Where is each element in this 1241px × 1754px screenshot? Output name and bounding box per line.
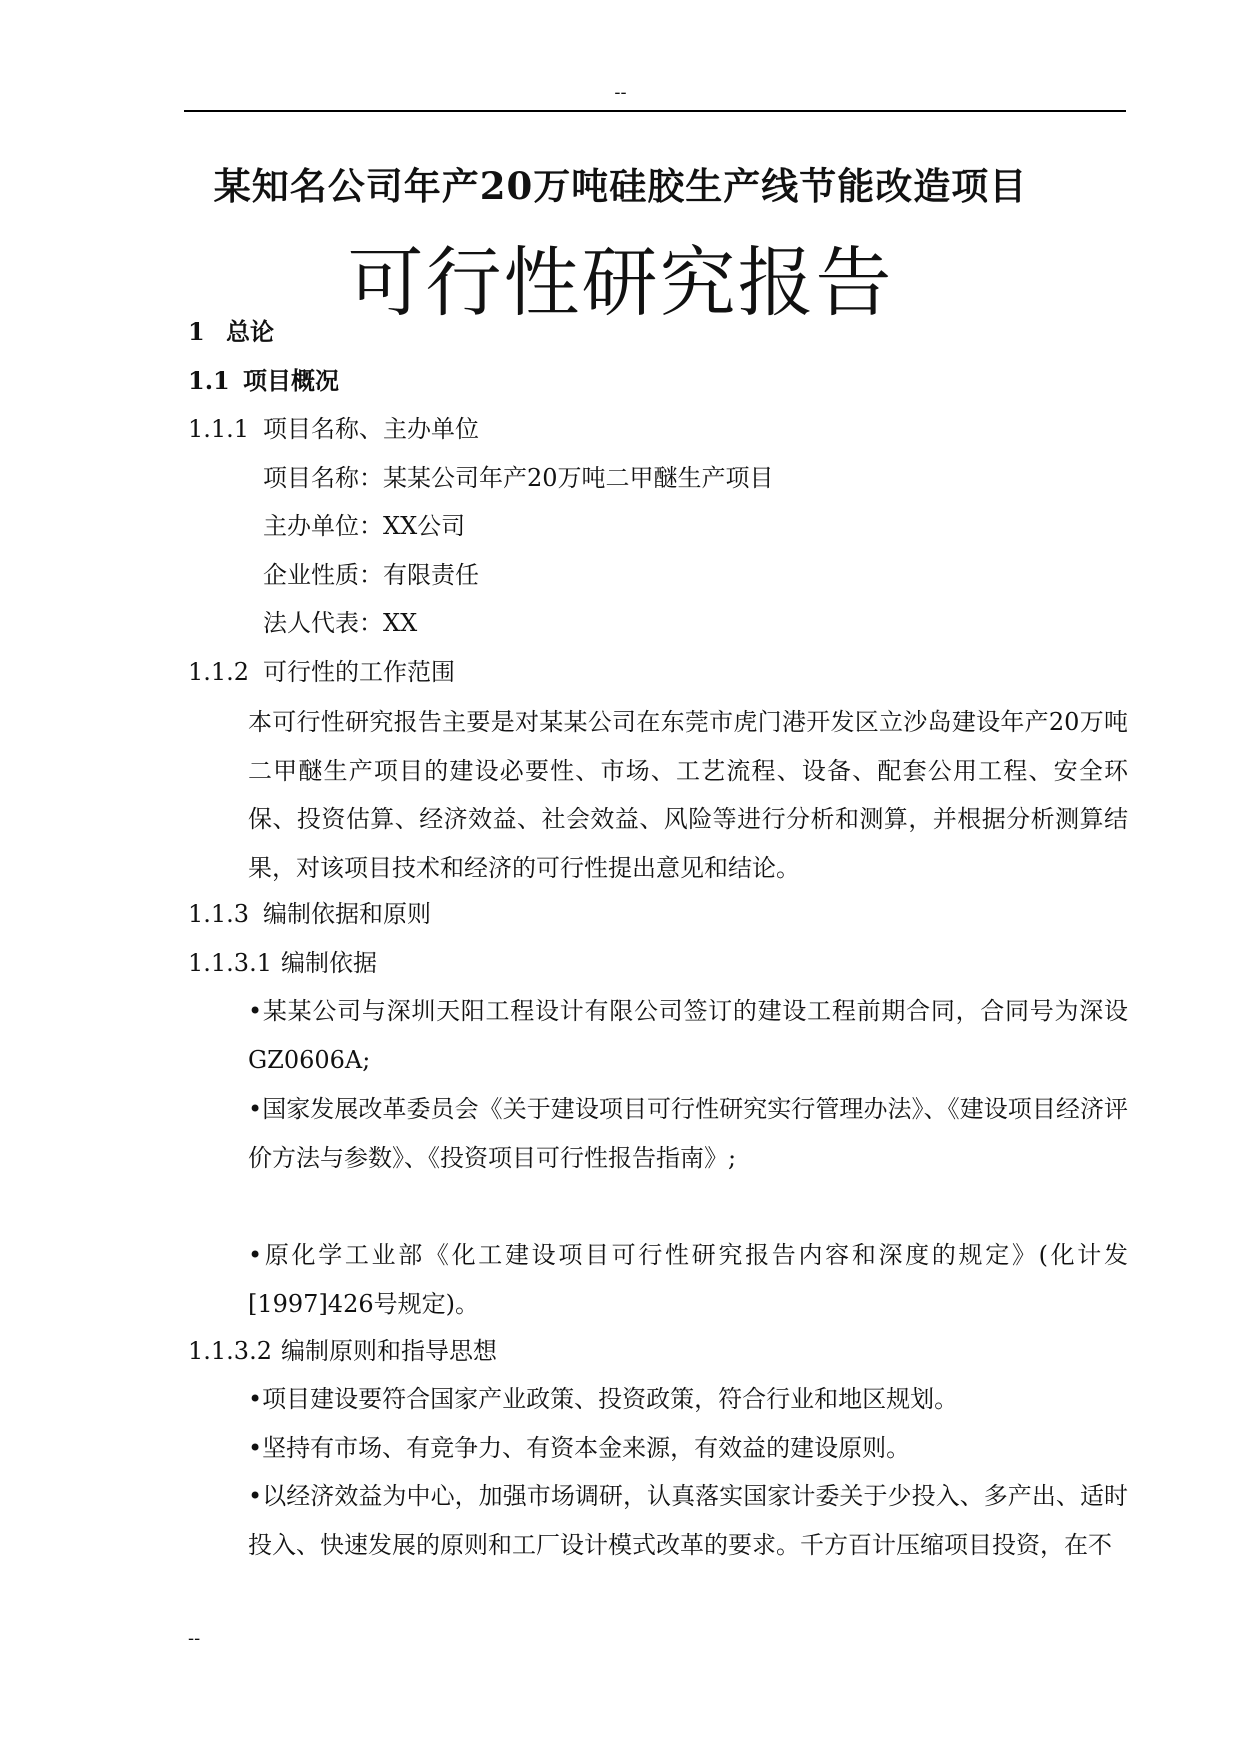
document-title: 可行性研究报告: [347, 238, 894, 327]
heading-number: 1.1: [188, 366, 230, 395]
heading-number: 1.1.3.2: [188, 1337, 272, 1365]
basis-item-text: •国家发展改革委员会《关于建设项目可行性研究实行管理办法》、《建设项目经济评价方法与参数》、《投资项目可行性报告指南》;: [248, 1095, 1128, 1172]
basis-item: [188, 1085, 1128, 1182]
heading-1-1: [188, 366, 339, 396]
basis-item: [188, 1231, 1128, 1328]
project-name-line: 项目名称：某某公司年产20万吨二甲醚生产项目: [263, 464, 774, 492]
heading-label: 编制依据和原则: [263, 900, 431, 928]
heading-label: 总论: [226, 317, 274, 346]
heading-1-1-1: [188, 414, 479, 444]
heading-label: 编制原则和指导思想: [281, 1337, 497, 1365]
heading-1-1-2: [188, 657, 455, 687]
scope-paragraph-text: 本可行性研究报告主要是对某某公司在东莞市虎门港开发区立沙岛建设年产20万吨二甲醚生产项目的建设必要性、市场、工艺流程、设备、配套公用工程、安全环保、投资估算、经济效益、社会效益、风险等进行分析和测算，并根据分析测算结果，对该项目技术和经济的可行性提出意见和结论。: [248, 708, 1128, 882]
heading-number: 1.1.2: [188, 658, 250, 686]
principle-item-text: •以经济效益为中心，加强市场调研，认真落实国家计委关于少投入、多产出、适时投入、快速发展的原则和工厂设计模式改革的要求。千方百计压缩项目投资，在不: [248, 1482, 1128, 1559]
principle-item: [188, 1472, 1128, 1569]
heading-number: 1.1.3: [188, 900, 250, 928]
document-subtitle: 某知名公司年产20万吨硅胶生产线节能改造项目: [213, 164, 1028, 208]
page-footer-mark: --: [188, 1628, 201, 1649]
basis-item: [188, 987, 1128, 1084]
scope-paragraph: [188, 698, 1128, 892]
heading-number: 1: [188, 317, 205, 346]
principle-item-text: •项目建设要符合国家产业政策、投资政策，符合行业和地区规划。: [248, 1385, 959, 1413]
heading-1-1-3-1: [188, 948, 377, 978]
heading-label: 编制依据: [281, 949, 377, 977]
page-header-mark: --: [614, 82, 627, 103]
legal-rep-line: 法人代表：XX: [263, 609, 418, 637]
heading-number: 1.1.1: [188, 415, 250, 443]
heading-1-1-3: [188, 899, 431, 929]
principle-item: [188, 1375, 1128, 1424]
heading-label: 可行性的工作范围: [263, 658, 455, 686]
heading-1: [188, 317, 274, 347]
heading-label: 项目概况: [243, 366, 339, 395]
principle-item: [188, 1424, 1128, 1473]
basis-item-text: •原化学工业部《化工建设项目可行性研究报告内容和深度的规定》(化计发[1997]426号规定)。: [248, 1241, 1128, 1318]
header-rule: [184, 110, 1126, 112]
heading-label: 项目名称、主办单位: [263, 415, 479, 443]
basis-item-text: •某某公司与深圳天阳工程设计有限公司签订的建设工程前期合同，合同号为深设GZ0606A;: [248, 997, 1128, 1074]
heading-1-1-3-2: [188, 1336, 497, 1366]
enterprise-type-line: 企业性质：有限责任: [263, 561, 479, 589]
principle-item-text: •坚持有市场、有竞争力、有资本金来源，有效益的建设原则。: [248, 1434, 911, 1462]
heading-number: 1.1.3.1: [188, 949, 272, 977]
host-unit-line: 主办单位：XX公司: [263, 512, 466, 540]
